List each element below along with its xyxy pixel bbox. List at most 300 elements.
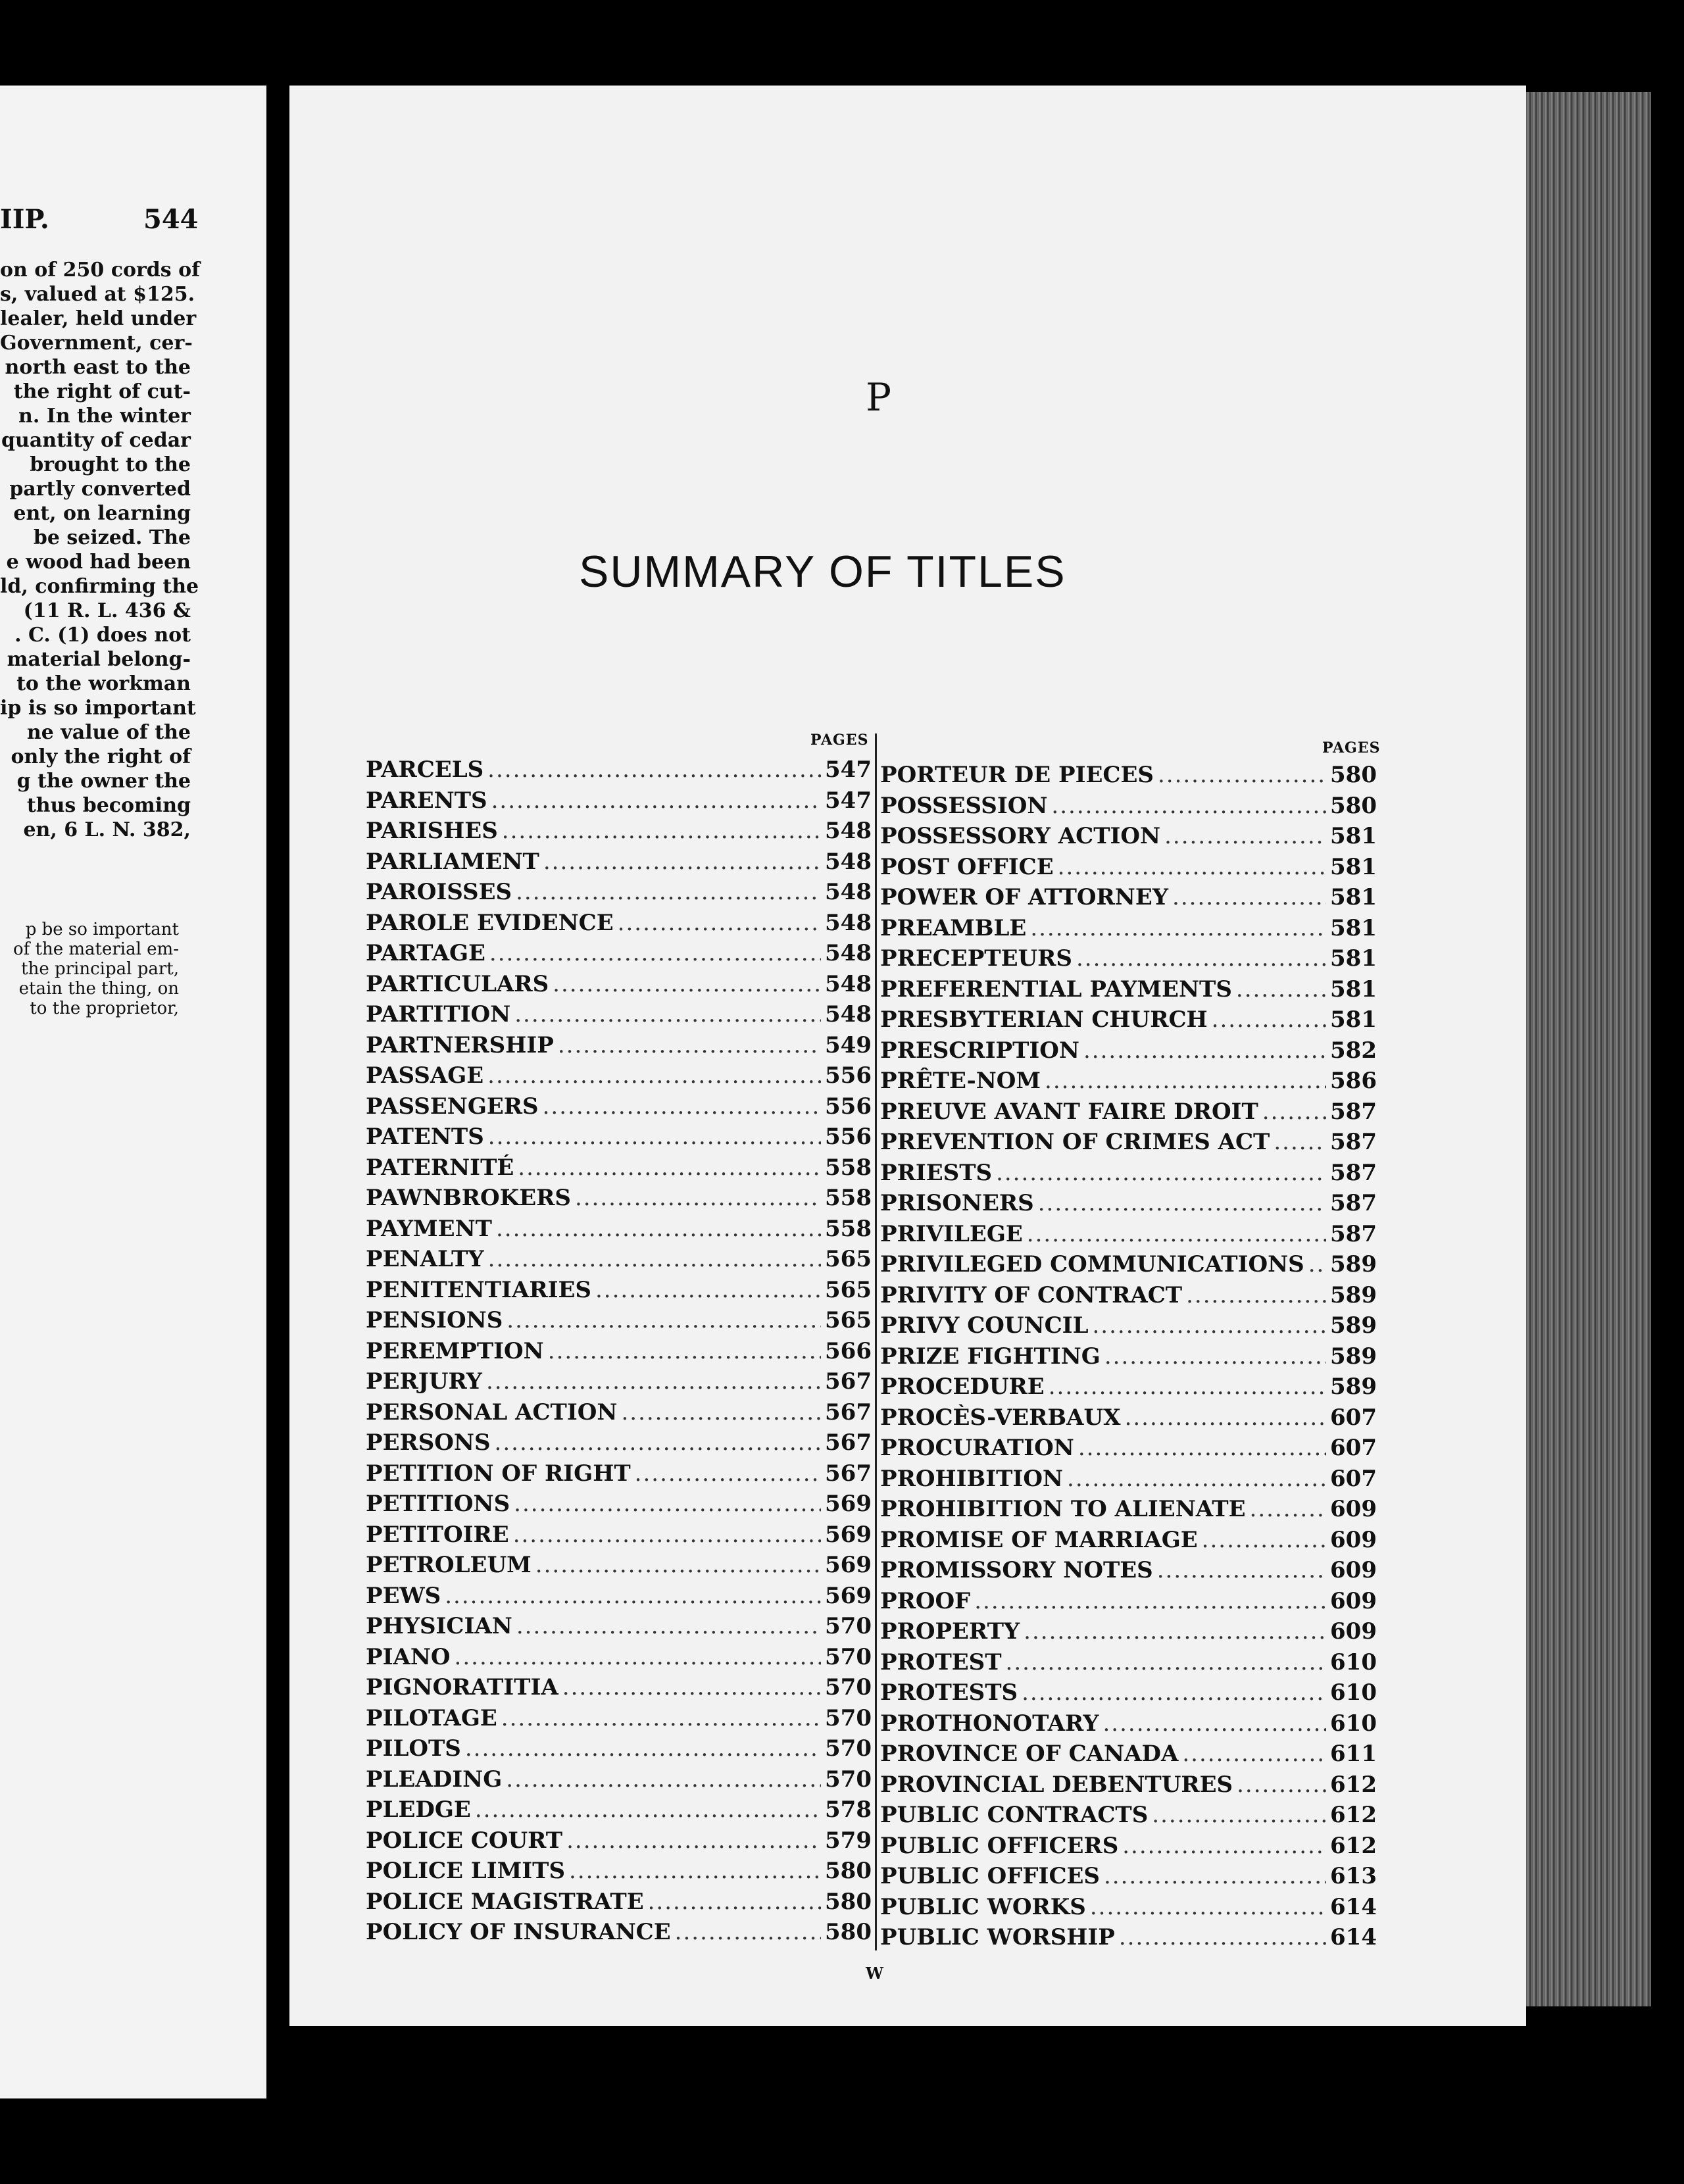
entry-page-number: 587 bbox=[1330, 1159, 1377, 1186]
dot-leader bbox=[1262, 1099, 1326, 1125]
dot-leader bbox=[1158, 762, 1326, 788]
title-entry bbox=[880, 1741, 1376, 1772]
left-text-line: Government, cer- bbox=[0, 332, 193, 355]
dot-leader bbox=[465, 1735, 821, 1762]
left-text-line: ent, on learning bbox=[13, 502, 191, 525]
column-divider bbox=[875, 733, 877, 1950]
dot-leader bbox=[506, 1766, 821, 1793]
entry-title: PEWS bbox=[366, 1582, 441, 1609]
title-entry bbox=[880, 1924, 1376, 1955]
entry-page-number: 556 bbox=[825, 1124, 872, 1150]
dot-leader bbox=[618, 910, 821, 936]
entry-title: PRESCRIPTION bbox=[880, 1037, 1079, 1064]
entry-title: PARLIAMENT bbox=[366, 848, 539, 875]
title-entry bbox=[366, 1368, 871, 1399]
left-text-line: g the owner the bbox=[16, 770, 191, 793]
title-entry bbox=[366, 1460, 871, 1491]
dot-leader bbox=[543, 1093, 821, 1120]
entry-page-number: 586 bbox=[1330, 1068, 1377, 1094]
entry-page-number: 611 bbox=[1330, 1741, 1377, 1767]
dot-leader bbox=[445, 1583, 821, 1609]
entry-page-number: 580 bbox=[825, 1888, 872, 1915]
entry-page-number: 548 bbox=[825, 879, 872, 905]
entry-title: PROOF bbox=[880, 1587, 971, 1614]
dot-leader bbox=[1308, 1251, 1326, 1278]
dot-leader bbox=[488, 1246, 821, 1272]
left-footnote-line: etain the thing, on bbox=[18, 979, 179, 999]
dot-leader bbox=[1104, 1343, 1326, 1370]
dot-leader bbox=[1067, 1466, 1326, 1492]
title-entry bbox=[366, 1032, 871, 1063]
dot-leader bbox=[507, 1307, 821, 1333]
entry-title: PHYSICIAN bbox=[366, 1613, 512, 1639]
entry-page-number: 565 bbox=[825, 1276, 872, 1303]
entry-page-number: 581 bbox=[1330, 1006, 1377, 1033]
entry-title: PRÊTE-NOM bbox=[880, 1068, 1041, 1094]
entry-page-number: 569 bbox=[825, 1491, 872, 1517]
title-entry bbox=[880, 1679, 1376, 1710]
entry-title: PERSONS bbox=[366, 1429, 491, 1456]
entry-page-number: 548 bbox=[825, 970, 872, 997]
entry-page-number: 612 bbox=[1330, 1832, 1377, 1859]
entry-page-number: 587 bbox=[1330, 1129, 1377, 1155]
title-entry bbox=[366, 1644, 871, 1675]
entry-page-number: 578 bbox=[825, 1797, 872, 1823]
entry-page-number: 581 bbox=[1330, 945, 1377, 972]
title-entry bbox=[880, 1006, 1376, 1037]
title-entry bbox=[366, 1889, 871, 1920]
entry-page-number: 569 bbox=[825, 1521, 872, 1548]
titles-column-left bbox=[366, 757, 871, 1950]
entry-title: PROTEST bbox=[880, 1649, 1002, 1675]
entry-title: PILOTS bbox=[366, 1735, 461, 1762]
entry-title: PENSIONS bbox=[366, 1307, 503, 1333]
left-text-line: brought to the bbox=[30, 453, 191, 476]
dot-leader bbox=[1122, 1833, 1326, 1859]
entry-title: PROMISSORY NOTES bbox=[880, 1557, 1153, 1583]
title-entry bbox=[880, 1374, 1376, 1404]
left-text-line: north east to the bbox=[5, 356, 191, 379]
title-entry bbox=[366, 879, 871, 910]
dot-leader bbox=[1182, 1741, 1326, 1767]
entry-page-number: 570 bbox=[825, 1766, 872, 1793]
dot-leader bbox=[1152, 1802, 1326, 1828]
dot-leader bbox=[491, 787, 821, 814]
title-entry bbox=[366, 1491, 871, 1522]
entry-page-number: 612 bbox=[1330, 1802, 1377, 1828]
entry-title: PENALTY bbox=[366, 1246, 484, 1272]
entry-page-number: 570 bbox=[825, 1643, 872, 1670]
dot-leader bbox=[1102, 1710, 1326, 1737]
title-entry bbox=[880, 1863, 1376, 1894]
entry-title: PENITENTIARIES bbox=[366, 1276, 591, 1303]
title-entry bbox=[366, 818, 871, 849]
entry-title: POLICE LIMITS bbox=[366, 1858, 566, 1884]
dot-leader bbox=[1090, 1894, 1326, 1920]
entry-title: PUBLIC OFFICERS bbox=[880, 1832, 1119, 1859]
entry-title: PUBLIC WORSHIP bbox=[880, 1924, 1115, 1950]
printer-signature-mark: W bbox=[866, 1964, 883, 1983]
left-text-line: (11 R. L. 436 & bbox=[23, 599, 191, 622]
dot-leader bbox=[575, 1185, 821, 1211]
dot-leader bbox=[548, 1338, 821, 1364]
title-entry bbox=[880, 1772, 1376, 1802]
entry-page-number: 589 bbox=[1330, 1374, 1377, 1400]
left-text-line: s, valued at $125. bbox=[0, 283, 195, 306]
dot-leader bbox=[496, 1216, 821, 1242]
entry-title: PASSAGE bbox=[366, 1062, 484, 1089]
section-letter: P bbox=[866, 375, 892, 420]
entry-title: PRIVITY OF CONTRACT bbox=[880, 1281, 1183, 1308]
dot-leader bbox=[553, 971, 821, 997]
left-running-head: IIP. bbox=[0, 204, 49, 235]
entry-page-number: 610 bbox=[1330, 1710, 1377, 1737]
title-entry bbox=[366, 1522, 871, 1552]
entry-title: POSSESSION bbox=[880, 792, 1048, 819]
entry-page-number: 570 bbox=[825, 1704, 872, 1731]
title-entry bbox=[880, 1160, 1376, 1191]
entry-title: PRESBYTERIAN CHURCH bbox=[880, 1006, 1208, 1033]
page-title: SUMMARY OF TITLES bbox=[579, 547, 1066, 597]
titles-column-right bbox=[880, 762, 1376, 1955]
title-entry bbox=[366, 971, 871, 1002]
entry-page-number: 581 bbox=[1330, 823, 1377, 849]
dot-leader bbox=[648, 1889, 821, 1915]
left-footnote-line: p be so important bbox=[25, 920, 179, 939]
entry-page-number: 587 bbox=[1330, 1220, 1377, 1247]
title-entry bbox=[366, 1766, 871, 1797]
title-entry bbox=[880, 854, 1376, 885]
entry-title: PROTESTS bbox=[880, 1679, 1018, 1706]
dot-leader bbox=[1125, 1404, 1326, 1431]
entry-page-number: 548 bbox=[825, 848, 872, 875]
entry-title: PREAMBLE bbox=[880, 914, 1027, 941]
title-entry bbox=[880, 915, 1376, 946]
entry-title: PRIVY COUNCIL bbox=[880, 1312, 1089, 1339]
dot-leader bbox=[487, 1062, 821, 1089]
title-entry bbox=[366, 1705, 871, 1736]
title-entry bbox=[880, 1190, 1376, 1221]
dot-leader bbox=[562, 1674, 821, 1700]
book-gutter bbox=[266, 86, 293, 2098]
dot-leader bbox=[1006, 1649, 1326, 1675]
dot-leader bbox=[1049, 1374, 1326, 1400]
dot-leader bbox=[487, 757, 821, 783]
title-entry bbox=[366, 1429, 871, 1460]
title-entry bbox=[366, 1583, 871, 1614]
book-page-edges bbox=[1526, 92, 1651, 2006]
entry-title: PARTITION bbox=[366, 1001, 511, 1028]
dot-leader bbox=[1274, 1129, 1326, 1155]
entry-page-number: 610 bbox=[1330, 1649, 1377, 1675]
title-entry bbox=[366, 1399, 871, 1430]
left-text-line: ne value of the bbox=[26, 721, 191, 744]
entry-title: PROCÈS-VERBAUX bbox=[880, 1404, 1121, 1431]
entry-page-number: 589 bbox=[1330, 1343, 1377, 1370]
dot-leader bbox=[535, 1552, 821, 1578]
title-entry bbox=[366, 1797, 871, 1827]
entry-title: PREUVE AVANT FAIRE DROIT bbox=[880, 1098, 1258, 1125]
entry-page-number: 609 bbox=[1330, 1526, 1377, 1553]
dot-leader bbox=[635, 1460, 821, 1487]
dot-leader bbox=[675, 1919, 821, 1945]
title-entry bbox=[880, 1404, 1376, 1435]
dot-leader bbox=[1212, 1006, 1326, 1033]
left-text-line: material belong- bbox=[7, 648, 191, 671]
entry-title: PROMISE OF MARRIAGE bbox=[880, 1526, 1198, 1553]
dot-leader bbox=[1157, 1557, 1326, 1583]
dot-leader bbox=[1236, 976, 1326, 1003]
entry-page-number: 610 bbox=[1330, 1679, 1377, 1706]
entry-page-number: 607 bbox=[1330, 1465, 1377, 1492]
dot-leader bbox=[1024, 1618, 1326, 1645]
entry-page-number: 570 bbox=[825, 1613, 872, 1639]
entry-title: POLICE MAGISTRATE bbox=[366, 1888, 644, 1915]
dot-leader bbox=[1051, 793, 1326, 819]
entry-title: PRECEPTEURS bbox=[880, 945, 1072, 972]
left-text-line: n. In the winter bbox=[18, 405, 191, 428]
dot-leader bbox=[1076, 945, 1326, 972]
entry-title: PRISONERS bbox=[880, 1190, 1034, 1216]
dot-leader bbox=[543, 849, 821, 875]
entry-page-number: 567 bbox=[825, 1460, 872, 1487]
entry-page-number: 569 bbox=[825, 1552, 872, 1578]
dot-leader bbox=[1237, 1772, 1326, 1798]
dot-leader bbox=[566, 1827, 821, 1854]
title-entry bbox=[880, 762, 1376, 793]
entry-page-number: 567 bbox=[825, 1399, 872, 1426]
title-entry bbox=[880, 1221, 1376, 1252]
entry-page-number: 609 bbox=[1330, 1587, 1377, 1614]
dot-leader bbox=[1027, 1221, 1326, 1247]
entry-title: PAROLE EVIDENCE bbox=[366, 909, 614, 936]
entry-page-number: 548 bbox=[825, 909, 872, 936]
dot-leader bbox=[1083, 1037, 1326, 1064]
dot-leader bbox=[621, 1399, 821, 1426]
left-text-line: lealer, held under bbox=[0, 307, 197, 330]
entry-title: PATENTS bbox=[366, 1124, 484, 1150]
entry-title: PREFERENTIAL PAYMENTS bbox=[880, 976, 1232, 1003]
entry-page-number: 548 bbox=[825, 940, 872, 966]
entry-title: PROVINCE OF CANADA bbox=[880, 1741, 1179, 1767]
title-entry bbox=[880, 884, 1376, 915]
dot-leader bbox=[516, 879, 821, 905]
entry-page-number: 547 bbox=[825, 757, 872, 783]
dot-leader bbox=[1119, 1924, 1326, 1950]
title-entry bbox=[880, 823, 1376, 854]
entry-title: PARTAGE bbox=[366, 940, 485, 966]
entry-page-number: 579 bbox=[825, 1827, 872, 1854]
entry-page-number: 558 bbox=[825, 1215, 872, 1242]
dot-leader bbox=[502, 818, 821, 844]
title-entry bbox=[366, 1919, 871, 1950]
dot-leader bbox=[518, 1154, 821, 1181]
entry-page-number: 589 bbox=[1330, 1281, 1377, 1308]
entry-title: PAWNBROKERS bbox=[366, 1185, 571, 1211]
dot-leader bbox=[595, 1277, 821, 1303]
left-text-line: e wood had been bbox=[6, 551, 191, 574]
entry-title: PETITIONS bbox=[366, 1491, 510, 1517]
entry-title: PUBLIC WORKS bbox=[880, 1893, 1086, 1920]
entry-title: PIANO bbox=[366, 1643, 451, 1670]
title-entry bbox=[366, 1062, 871, 1093]
entry-page-number: 581 bbox=[1330, 884, 1377, 910]
entry-page-number: 565 bbox=[825, 1307, 872, 1333]
entry-page-number: 587 bbox=[1330, 1190, 1377, 1216]
left-text-line: partly converted bbox=[9, 478, 191, 501]
title-entry bbox=[366, 940, 871, 971]
dot-leader bbox=[1030, 915, 1326, 941]
left-page-number: 544 bbox=[143, 204, 199, 235]
entry-title: PRIVILEGED COMMUNICATIONS bbox=[880, 1251, 1304, 1278]
title-entry bbox=[880, 1710, 1376, 1741]
title-entry bbox=[366, 1613, 871, 1644]
entry-page-number: 589 bbox=[1330, 1251, 1377, 1278]
left-footnote-line: of the material em- bbox=[12, 939, 179, 959]
entry-page-number: 548 bbox=[825, 818, 872, 844]
entry-page-number: 569 bbox=[825, 1582, 872, 1609]
left-footnote-line: the principal part, bbox=[21, 959, 179, 979]
title-entry bbox=[366, 1216, 871, 1247]
entry-title: PETITION OF RIGHT bbox=[366, 1460, 631, 1487]
pages-header-right: PAGES bbox=[1322, 739, 1381, 757]
title-entry bbox=[366, 1093, 871, 1124]
entry-title: PATERNITÉ bbox=[366, 1154, 514, 1181]
entry-title: PARCELS bbox=[366, 757, 484, 783]
entry-title: PRIZE FIGHTING bbox=[880, 1343, 1101, 1370]
entry-title: PROHIBITION bbox=[880, 1465, 1064, 1492]
title-entry bbox=[366, 787, 871, 818]
dot-leader bbox=[569, 1858, 821, 1884]
title-entry bbox=[880, 1129, 1376, 1160]
title-entry bbox=[366, 1124, 871, 1154]
title-entry bbox=[880, 1099, 1376, 1129]
entry-title: PAROISSES bbox=[366, 879, 512, 905]
entry-page-number: 613 bbox=[1330, 1863, 1377, 1889]
title-entry bbox=[366, 1735, 871, 1766]
left-text-line: . C. (1) does not bbox=[14, 624, 191, 647]
title-entry bbox=[880, 1557, 1376, 1588]
title-entry bbox=[880, 1496, 1376, 1527]
title-entry bbox=[366, 1001, 871, 1032]
entry-title: PERSONAL ACTION bbox=[366, 1399, 618, 1426]
entry-page-number: 570 bbox=[825, 1674, 872, 1700]
dot-leader bbox=[455, 1644, 821, 1670]
dot-leader bbox=[558, 1032, 821, 1058]
entry-title: PARTNERSHIP bbox=[366, 1031, 554, 1058]
title-entry bbox=[366, 1674, 871, 1705]
left-text-line: on of 250 cords of bbox=[0, 259, 200, 282]
entry-page-number: 566 bbox=[825, 1337, 872, 1364]
dot-leader bbox=[1045, 1068, 1326, 1094]
entry-title: PETROLEUM bbox=[366, 1552, 532, 1578]
entry-page-number: 567 bbox=[825, 1368, 872, 1395]
dot-leader bbox=[486, 1368, 821, 1395]
entry-page-number: 614 bbox=[1330, 1893, 1377, 1920]
entry-page-number: 558 bbox=[825, 1185, 872, 1211]
entry-title: PILOTAGE bbox=[366, 1704, 497, 1731]
entry-page-number: 547 bbox=[825, 787, 872, 814]
entry-title: PAYMENT bbox=[366, 1215, 492, 1242]
title-entry bbox=[366, 1827, 871, 1858]
title-entry bbox=[366, 1858, 871, 1889]
entry-title: POST OFFICE bbox=[880, 853, 1054, 880]
entry-title: PORTEUR DE PIECES bbox=[880, 762, 1154, 788]
title-entry bbox=[880, 1312, 1376, 1343]
left-text-line: ld, confirming the bbox=[0, 575, 199, 598]
dot-leader bbox=[501, 1705, 821, 1731]
entry-title: PROTHONOTARY bbox=[880, 1710, 1099, 1737]
title-entry bbox=[880, 1649, 1376, 1680]
title-entry bbox=[880, 1435, 1376, 1466]
dot-leader bbox=[514, 1001, 821, 1028]
title-entry bbox=[366, 1185, 871, 1216]
dot-leader bbox=[1058, 854, 1326, 880]
title-entry bbox=[366, 1552, 871, 1583]
dot-leader bbox=[514, 1491, 821, 1517]
entry-title: POWER OF ATTORNEY bbox=[880, 884, 1169, 910]
left-text-line: thus becoming bbox=[26, 794, 191, 817]
entry-page-number: 580 bbox=[825, 1858, 872, 1884]
entry-page-number: 609 bbox=[1330, 1496, 1377, 1522]
title-entry bbox=[366, 910, 871, 941]
entry-page-number: 614 bbox=[1330, 1924, 1377, 1950]
left-text-line: the right of cut- bbox=[13, 380, 191, 403]
title-entry bbox=[880, 1343, 1376, 1374]
left-text-line: be seized. The bbox=[33, 526, 191, 549]
title-entry bbox=[366, 1338, 871, 1369]
left-text-line: only the right of bbox=[11, 745, 191, 768]
entry-page-number: 580 bbox=[1330, 792, 1377, 819]
entry-title: PUBLIC CONTRACTS bbox=[880, 1802, 1149, 1828]
entry-title: POSSESSORY ACTION bbox=[880, 823, 1161, 849]
entry-page-number: 609 bbox=[1330, 1557, 1377, 1583]
entry-title: PRIESTS bbox=[880, 1159, 993, 1186]
dot-leader bbox=[1022, 1679, 1326, 1706]
entry-title: PETITOIRE bbox=[366, 1521, 509, 1548]
title-entry bbox=[880, 1251, 1376, 1282]
entry-title: PLEADING bbox=[366, 1766, 503, 1793]
entry-title: PROCURATION bbox=[880, 1435, 1074, 1461]
dot-leader bbox=[996, 1160, 1326, 1186]
title-entry bbox=[880, 1588, 1376, 1619]
left-footnote-line: to the proprietor, bbox=[30, 999, 179, 1018]
entry-page-number: 567 bbox=[825, 1429, 872, 1456]
dot-leader bbox=[495, 1429, 821, 1456]
entry-page-number: 580 bbox=[1330, 762, 1377, 788]
dot-leader bbox=[1078, 1435, 1326, 1461]
entry-title: PIGNORATITIA bbox=[366, 1674, 558, 1700]
title-entry bbox=[880, 1466, 1376, 1497]
entry-title: PARISHES bbox=[366, 818, 498, 844]
entry-page-number: 581 bbox=[1330, 976, 1377, 1003]
title-entry bbox=[880, 1833, 1376, 1864]
dot-leader bbox=[974, 1588, 1326, 1614]
left-page bbox=[0, 86, 266, 2098]
title-entry bbox=[880, 945, 1376, 976]
dot-leader bbox=[488, 1124, 821, 1150]
dot-leader bbox=[516, 1613, 821, 1639]
entry-page-number: 565 bbox=[825, 1246, 872, 1272]
entry-page-number: 570 bbox=[825, 1735, 872, 1762]
entry-page-number: 589 bbox=[1330, 1312, 1377, 1339]
title-entry bbox=[366, 1154, 871, 1185]
title-entry bbox=[880, 1618, 1376, 1649]
entry-title: PASSENGERS bbox=[366, 1093, 539, 1120]
title-entry bbox=[880, 1527, 1376, 1558]
entry-title: PROCEDURE bbox=[880, 1374, 1045, 1400]
entry-title: POLICY OF INSURANCE bbox=[366, 1919, 671, 1945]
